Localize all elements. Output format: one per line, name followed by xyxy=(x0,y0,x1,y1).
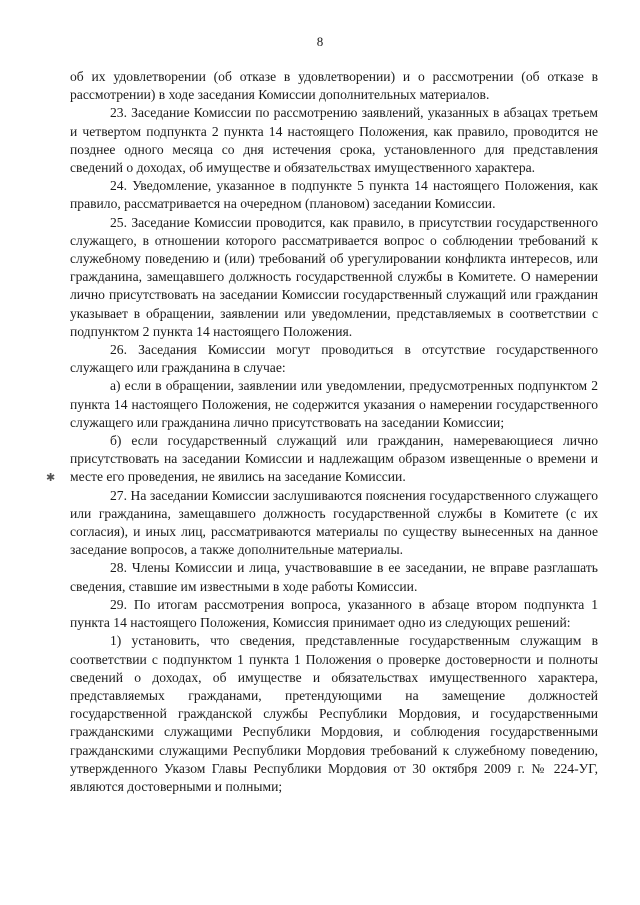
paragraph-26: 26. Заседания Комиссии могут проводиться в отсутствие государственного служащего или гражданина в случае: xyxy=(70,342,598,376)
paragraph-27: 27. На заседании Комиссии заслушиваются пояснения государственного служащего или гражданина, замещавшего должность государственной службы в Комитете (с их согласия), и иных лиц, рассматриваются материалы по существу вынесенных на данное заседание вопросов, а также дополнительные материалы. xyxy=(70,487,598,558)
paragraph-26-a: а) если в обращении, заявлении или уведомлении, предусмотренных подпунктом 2 пункта 14 настоящего Положения, не содержится указания о намерении государственного служащего или гражданина лично присутствовать на заседании Комиссии; xyxy=(70,378,598,430)
margin-mark: ✱ xyxy=(46,472,56,484)
paragraph-28: 28. Члены Комиссии и лица, участвовавшие в ее заседании, не вправе разглашать сведения, ставшие им известными в ходе работы Комиссии. xyxy=(70,560,598,594)
paragraph-24: 24. Уведомление, указанное в подпункте 5 пункта 14 настоящего Положения, как правило, рассматривается на очередном (плановом) заседании Комиссии. xyxy=(70,178,598,212)
paragraph-29-1: 1) установить, что сведения, представленные государственным служащим в соответствии с подпунктом 1 пункта 1 Положения о проверке достоверности и полноты сведений о доходах, об имуществе и обязательствах имущественного характера, представляемых гражданами, претендующими на замещение должностей государственной гражданской службы Республики Мордовия, и государственными гражданскими служащими Республики Мордовия, и соблюдения государственными гражданскими служащими Республики Мордовия требований к служебному поведению, утвержденного Указом Главы Республики Мордовия от 30 октября 2009 г. № 224-УГ, являются достоверными и полными; xyxy=(70,633,598,794)
paragraph-continuation: об их удовлетворении (об отказе в удовлетворении) и о рассмотрении (об отказе в рассмотрении) в ходе заседания Комиссии дополнительных материалов. xyxy=(70,69,598,103)
document-body xyxy=(70,68,598,796)
page-number: 8 xyxy=(316,34,324,49)
paragraph-26-b: б) если государственный служащий или гражданин, намеревающиеся лично присутствовать на заседании Комиссии и надлежащим образом извещенные о времени и месте его проведения, не явились на заседание Комиссии. xyxy=(70,433,598,485)
paragraph-23: 23. Заседание Комиссии по рассмотрению заявлений, указанных в абзацах третьем и четвертом подпункта 2 пункта 14 настоящего Положения, как правило, проводится не позднее одного месяца со дня истечения срока, установленного для представления сведений о доходах, об имуществе и обязательствах имущественного характера. xyxy=(70,105,598,176)
paragraph-25: 25. Заседание Комиссии проводится, как правило, в присутствии государственного служащего, в отношении которого рассматривается вопрос о соблюдении требований к служебному поведению и (или) требований об урегулировании конфликта интересов, или гражданина, замещавшего должность государственной службы в Комитете. О намерении лично присутствовать на заседании Комиссии государственный служащий или гражданин указывает в обращении, заявлении или уведомлении, представляемых в соответствии с подпунктом 2 пункта 14 настоящего Положения. xyxy=(70,214,598,339)
paragraph-29: 29. По итогам рассмотрения вопроса, указанного в абзаце втором подпункта 1 пункта 14 настоящего Положения, Комиссия принимает одно из следующих решений: xyxy=(70,596,598,631)
